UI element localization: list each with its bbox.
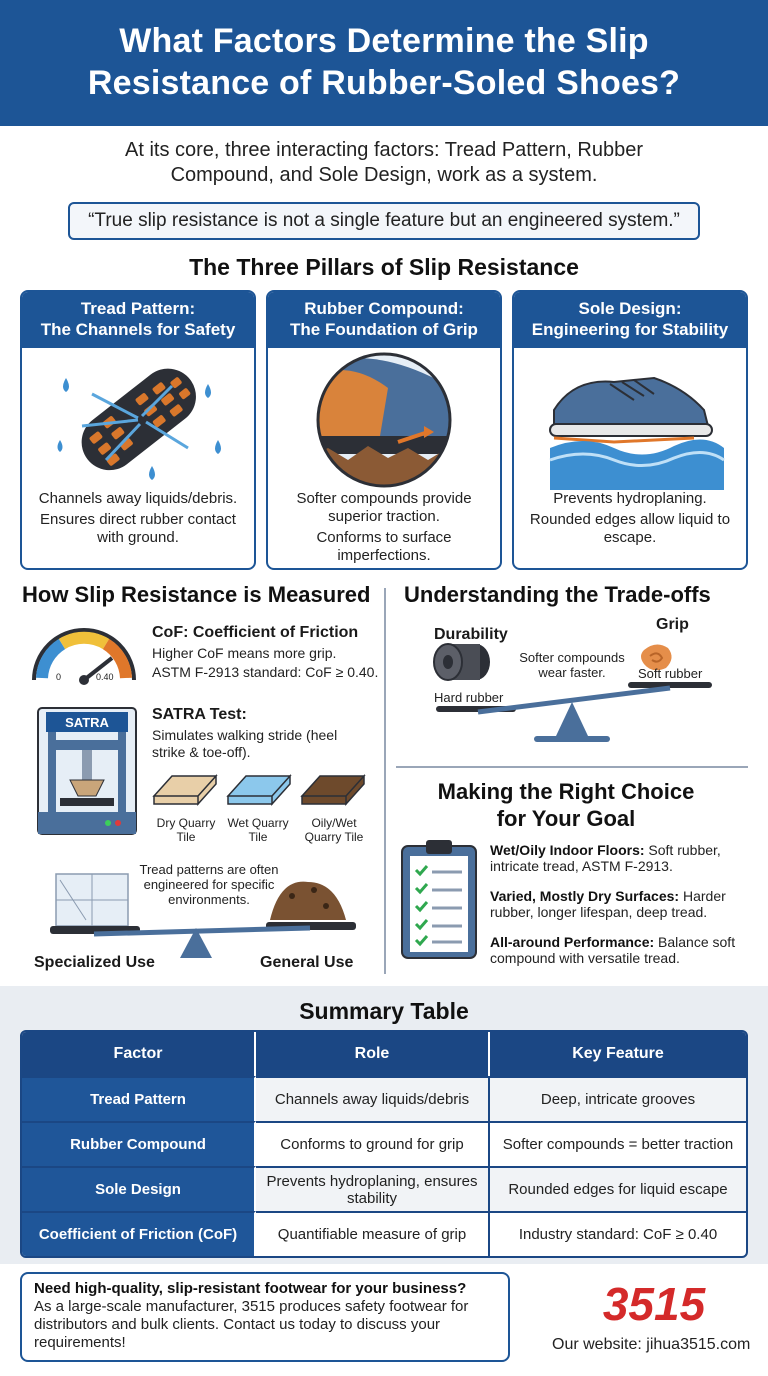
table-cell: Deep, intricate grooves xyxy=(490,1076,746,1121)
summary-title: Summary Table xyxy=(299,998,469,1024)
quote-box: “True slip resistance is not a single feature but an engineered system.” xyxy=(68,202,700,240)
page-header xyxy=(0,0,768,126)
durability-label: Durability xyxy=(434,626,508,643)
intro-text xyxy=(0,138,768,188)
shoe-grip-icon xyxy=(268,348,500,490)
choice-title-line1: Making the Right Choice xyxy=(437,779,695,804)
pillar-line: Rounded edges allow liquid to escape. xyxy=(529,511,731,546)
pillar-text xyxy=(514,490,746,547)
table-cell: Prevents hydroplaning, ensures stability xyxy=(256,1166,490,1211)
pillar-subtitle: The Channels for Safety xyxy=(40,320,236,339)
pillar-line: Ensures direct rubber contact with ground. xyxy=(40,511,236,546)
page-title-line2: Resistance of Rubber-Soled Shoes? xyxy=(87,64,681,102)
section-divider xyxy=(396,766,748,768)
choice-title-line2: for Your Goal xyxy=(496,806,636,831)
pillars-title: The Three Pillars of Slip Resistance xyxy=(189,254,579,280)
table-header-row xyxy=(22,1032,746,1076)
pillar-line: Softer compounds provide superior traction. xyxy=(296,490,472,525)
pillar-text xyxy=(22,490,254,547)
pillar-header xyxy=(268,292,500,348)
choice-item-head: All-around Performance: xyxy=(490,934,655,950)
tile-label: Wet Quarry Tile xyxy=(227,816,289,844)
tile-label: Dry Quarry Tile xyxy=(156,816,216,844)
table-cell: Sole Design xyxy=(22,1166,256,1211)
cta-box xyxy=(20,1272,510,1362)
choice-item xyxy=(490,842,756,874)
website-link[interactable]: Our website: jihua3515.com xyxy=(552,1336,751,1353)
tradeoffs-title: Understanding the Trade-offs xyxy=(404,582,711,607)
choice-item-body: Balance soft compound with versatile tread. xyxy=(490,934,736,966)
table-cell: Rounded edges for liquid escape xyxy=(490,1166,746,1211)
table-cell: Quantifiable measure of grip xyxy=(256,1211,490,1256)
pillar-text xyxy=(268,490,500,565)
table-cell: Industry standard: CoF ≥ 0.40 xyxy=(490,1211,746,1256)
logo-text: 3515 xyxy=(602,1282,706,1326)
sneaker-icon xyxy=(514,348,746,490)
specialized-use-label: Specialized Use xyxy=(34,954,155,971)
satra-description: Simulates walking stride (heel strike & toe-off). xyxy=(152,727,338,760)
intro-line1: At its core, three interacting factors: Tread Pattern, Rubber xyxy=(124,139,644,161)
choice-item-body: Soft rubber, intricate tread, ASTM F-2913. xyxy=(490,842,721,874)
table-header: Key Feature xyxy=(490,1032,746,1076)
pillar-subtitle: Engineering for Stability xyxy=(531,320,729,339)
pillar-sole-design xyxy=(512,290,748,570)
table-header: Role xyxy=(256,1032,490,1076)
choice-item-body: Harder rubber, longer lifespan, deep tread. xyxy=(490,888,726,920)
cof-name: CoF: Coefficient of Friction xyxy=(152,624,359,641)
clipboard-checklist-icon xyxy=(398,836,480,962)
cof-line: Higher CoF means more grip. xyxy=(152,645,337,661)
table-cell: Channels away liquids/debris xyxy=(256,1076,490,1121)
hard-rubber-label: Hard rubber xyxy=(434,690,504,705)
pillar-title: Tread Pattern: xyxy=(80,299,196,318)
cta-body: As a large-scale manufacturer, 3515 produces safety footwear for distributors and bulk clients. Contact us today to discuss your requirements! xyxy=(34,1298,469,1351)
table-cell: Coefficient of Friction (CoF) xyxy=(22,1211,256,1256)
brand-logo xyxy=(560,1282,748,1326)
table-row xyxy=(22,1211,746,1256)
pillar-title: Sole Design: xyxy=(578,299,682,318)
pillar-subtitle: The Foundation of Grip xyxy=(290,320,478,339)
choice-title xyxy=(404,778,728,832)
table-header: Factor xyxy=(22,1032,256,1076)
table-row xyxy=(22,1121,746,1166)
pillar-rubber-compound xyxy=(266,290,502,570)
satra-name: SATRA Test: xyxy=(152,706,247,723)
satra-machine-label: SATRA xyxy=(65,715,109,730)
table-cell: Softer compounds = better traction xyxy=(490,1121,746,1166)
choice-item-head: Varied, Mostly Dry Surfaces: xyxy=(490,888,680,904)
pillar-line: Prevents hydroplaning. xyxy=(553,490,707,507)
pillar-header xyxy=(22,292,254,348)
choice-item xyxy=(490,888,756,920)
table-cell: Conforms to ground for grip xyxy=(256,1121,490,1166)
general-use-label: General Use xyxy=(260,954,354,971)
page-title-line1: What Factors Determine the Slip xyxy=(119,22,649,60)
tile-icon xyxy=(150,766,372,814)
summary-table xyxy=(20,1030,748,1258)
gauge-icon xyxy=(26,620,142,686)
table-cell: Tread Pattern xyxy=(22,1076,256,1121)
tile-label: Oily/Wet Quarry Tile xyxy=(304,816,364,844)
shoe-sole-icon xyxy=(22,348,254,490)
table-cell: Rubber Compound xyxy=(22,1121,256,1166)
cta-heading: Need high-quality, slip-resistant footwear for your business? xyxy=(34,1280,467,1297)
tread-note: Tread patterns are often engineered for specific environments. xyxy=(139,862,279,907)
softer-note: Softer compounds wear faster. xyxy=(519,650,625,680)
choice-item-head: Wet/Oily Indoor Floors: xyxy=(490,842,645,858)
soft-rubber-label: Soft rubber xyxy=(638,666,703,681)
table-row xyxy=(22,1166,746,1211)
measure-title: How Slip Resistance is Measured xyxy=(22,582,371,607)
cof-line: ASTM F-2913 standard: CoF ≥ 0.40. xyxy=(152,664,379,680)
intro-line2: Compound, and Sole Design, work as a system. xyxy=(170,164,598,186)
pillar-header xyxy=(514,292,746,348)
choice-item xyxy=(490,934,756,966)
pillar-title: Rubber Compound: xyxy=(304,299,464,318)
pillar-line: Channels away liquids/debris. xyxy=(38,490,238,507)
satra-machine-icon xyxy=(34,704,140,838)
section-divider xyxy=(384,588,386,974)
grip-label: Grip xyxy=(656,616,689,633)
gauge-min-label: 0 xyxy=(56,672,62,682)
table-row xyxy=(22,1076,746,1121)
balance-scale-icon xyxy=(30,860,360,958)
pillar-line: Conforms to surface imperfections. xyxy=(316,529,452,564)
pillar-tread-pattern xyxy=(20,290,256,570)
gauge-max-label: 0.40 xyxy=(96,672,114,682)
